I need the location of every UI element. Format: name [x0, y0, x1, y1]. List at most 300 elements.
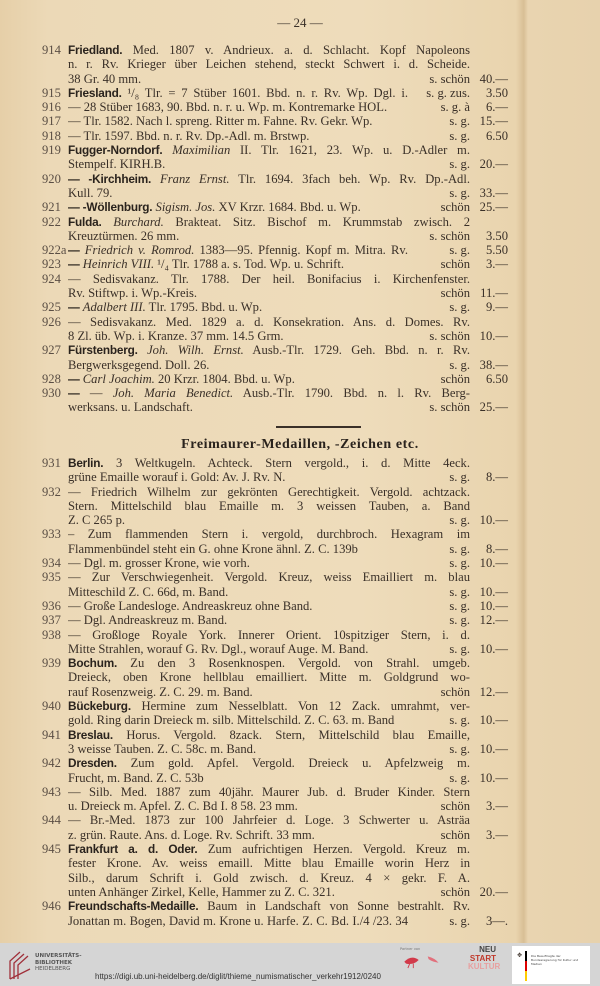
catalog-entry	[0, 200, 600, 214]
place-name: —	[68, 300, 80, 315]
condition-grade: s. g.	[449, 243, 470, 258]
entry-line	[0, 400, 600, 414]
price: 3.50	[485, 228, 508, 243]
library-name	[35, 953, 82, 973]
description-text	[68, 186, 408, 200]
place-name: —	[68, 257, 80, 272]
description-text	[68, 243, 408, 257]
entry-line	[0, 685, 600, 699]
catalog-entry	[0, 699, 600, 728]
lot-number: 924	[42, 271, 61, 286]
text-segment: Stern. Mittelschild blau Emaille m. 3 weissen Tauben, a. Band	[68, 498, 470, 513]
lot-number: 932	[42, 484, 61, 499]
entry-line	[0, 613, 600, 627]
price: 25.—	[479, 200, 508, 215]
description-text	[68, 100, 408, 114]
entry-line	[0, 527, 600, 541]
lot-number: 926	[42, 314, 61, 329]
lot-number: 931	[42, 456, 61, 470]
description-text	[68, 470, 408, 484]
text-segment: u. Dreieck m. Apfel. Z. C. Bd I. 8 58. 23 mm.	[68, 799, 298, 814]
entry-line	[0, 856, 600, 870]
place-name: — -Kirchheim.	[68, 171, 152, 186]
entry-line	[0, 456, 600, 470]
text-segment: Dreieck, oben Krone hellblau emailliert. Mitte m. Goldgrund wo-	[68, 670, 470, 685]
lot-number: 923	[42, 257, 61, 272]
description-text	[68, 828, 408, 842]
condition-grade: s. g.	[449, 185, 470, 200]
description-text	[68, 685, 408, 699]
entry-line	[0, 670, 600, 684]
catalog-entry	[0, 456, 600, 485]
catalog-entry	[0, 100, 600, 114]
text-segment: Zum aufrichtigen Herzen. Vergold. Kreuz m.	[197, 842, 470, 857]
condition-grade: s. g.	[449, 300, 470, 315]
lot-number: 944	[42, 813, 61, 828]
flag-bar-icon	[525, 951, 527, 981]
catalog-entry	[0, 272, 600, 301]
text-segment: n. r. Rv. Krieger über Leichen stehend, steckt Schwert i. d. Scheide.	[68, 57, 470, 72]
entry-line	[0, 143, 600, 157]
lot-number: 940	[42, 699, 61, 714]
condition-grade: s. g.	[449, 584, 470, 599]
lot-number: 938	[42, 627, 61, 642]
description-text	[68, 300, 408, 314]
text-segment: — Tlr. 1582. Nach l. spreng. Ritter m. Fahne. Rv. Gekr. Wp.	[68, 114, 373, 129]
condition-grade: s. g.	[449, 157, 470, 172]
description-text	[68, 813, 470, 827]
lot-number: 922	[42, 214, 61, 229]
entry-line	[0, 229, 600, 243]
entry-line	[0, 742, 600, 756]
condition-grade: schön	[440, 799, 470, 814]
entry-line	[0, 656, 600, 670]
entry-line	[0, 899, 600, 913]
condition-grade: s. g.	[449, 613, 470, 628]
text-segment: Hermine zum Nesselblatt. Von 12 Zack. umrahmt, ver-	[130, 699, 470, 714]
entry-line	[0, 842, 600, 856]
entry-line	[0, 542, 600, 556]
catalog-entry	[0, 43, 600, 86]
price: 33.—	[479, 185, 508, 200]
condition-grade: s. g. zus.	[426, 85, 470, 100]
condition-grade: s. g.	[449, 556, 470, 571]
price: 8.—	[485, 470, 508, 485]
catalog-entry	[0, 899, 600, 928]
section-divider	[276, 426, 361, 428]
text-segment: Zu den 3 Rosenknospen. Vergold. von Strahl. umgeb.	[117, 656, 470, 671]
price: 20.—	[479, 884, 508, 899]
condition-grade: s. g.	[449, 541, 470, 556]
condition-grade: s. g.	[449, 770, 470, 785]
description-text	[68, 670, 470, 684]
lot-number: 914	[42, 43, 61, 57]
condition-grade: schön	[440, 884, 470, 899]
description-text	[68, 728, 470, 742]
description-text	[68, 585, 408, 599]
condition-grade: s. schön	[429, 400, 470, 415]
text-segment: Flammenbündel steht ein G. ohne Krone ähnl. Z. C. 139b	[68, 541, 358, 556]
text-segment: ¹/₄ Tlr. 1788 a. s. Tod. Wp. u. Schrift.	[154, 257, 344, 272]
ruler-name: Maximilian	[172, 143, 231, 158]
price: 9.—	[485, 300, 508, 315]
text-segment: unten Anhänger Zirkel, Kelle, Hammer zu Z. C. 321.	[68, 884, 335, 899]
lot-number: 921	[42, 200, 61, 215]
price: 40.—	[479, 71, 508, 86]
description-text	[68, 485, 470, 499]
text-segment: z. grün. Raute. Ans. d. Loge. Rv. Schrift. 33 mm.	[68, 827, 315, 842]
price: 10.—	[479, 513, 508, 528]
description-text	[68, 756, 470, 770]
description-text	[68, 72, 408, 86]
catalog-entry	[0, 842, 600, 899]
lot-number: 927	[42, 343, 61, 358]
condition-grade: schön	[440, 286, 470, 301]
text-segment: — Zur Verschwiegenheit. Vergold. Kreuz, weiss Emailliert m. blau	[68, 570, 470, 585]
catalog-entry	[0, 628, 600, 657]
lot-number: 935	[42, 570, 61, 585]
entry-line	[0, 372, 600, 386]
entry-line	[0, 713, 600, 727]
footer-bar	[0, 943, 600, 986]
text-segment: grüne Emaille worauf i. Gold: Av. J. Rv. N.	[68, 470, 286, 485]
entry-line	[0, 386, 600, 400]
description-text	[68, 785, 470, 799]
text-segment	[138, 343, 147, 357]
ruler-name: Friedrich v. Romrod.	[84, 243, 195, 258]
condition-grade: schön	[440, 200, 470, 215]
text-segment: 1383—95. Pfennig. Kopf m. Mitra. Rv.	[199, 243, 408, 258]
entry-line	[0, 358, 600, 372]
entry-line	[0, 570, 600, 584]
text-segment: Zum gold. Apfel. Vergold. Dreieck u. Apfelzweig m.	[116, 756, 470, 771]
entry-line	[0, 257, 600, 271]
text-segment: Baum in Landschaft von Sonne bestrahlt. Rv.	[198, 899, 470, 914]
entry-line	[0, 329, 600, 343]
text-segment	[102, 215, 114, 229]
text-segment: — Große Landesloge. Andreaskreuz ohne Band.	[68, 598, 313, 613]
catalog-entry	[0, 613, 600, 627]
lot-number: 941	[42, 727, 61, 742]
text-segment: Mitteschild Z. C. 66d, m. Band.	[68, 584, 229, 599]
text-segment: Z. C 265 p.	[68, 513, 126, 528]
description-text	[68, 856, 470, 870]
condition-grade: schön	[440, 827, 470, 842]
place-name: Bochum.	[68, 656, 118, 671]
entry-line	[0, 315, 600, 329]
catalog-entry	[0, 114, 600, 128]
description-text	[68, 699, 470, 713]
neustart-kultur-logo	[468, 945, 501, 972]
price: 3.—	[485, 257, 508, 272]
entry-line	[0, 513, 600, 527]
text-segment: Bergwerksgegend. Doll. 26.	[68, 357, 210, 372]
text-segment: — Dgl. m. grosser Krone, wie vorh.	[68, 556, 250, 571]
entry-line	[0, 343, 600, 357]
lot-number: 943	[42, 784, 61, 799]
place-name: Fürstenberg.	[68, 343, 138, 358]
description-text	[68, 114, 408, 128]
catalog-entry	[0, 172, 600, 201]
condition-grade: schön	[440, 257, 470, 272]
description-text	[68, 400, 408, 414]
condition-grade: s. g. à	[440, 100, 470, 115]
lot-number: 916	[42, 100, 61, 115]
entry-line	[0, 57, 600, 71]
entry-line	[0, 728, 600, 742]
text-segment: – Zum flammenden Stern i. vergold, durchbroch. Hexagram im	[68, 527, 470, 542]
entry-line	[0, 470, 600, 484]
catalog-entry	[0, 129, 600, 143]
catalog-entry	[0, 257, 600, 271]
kultur-text: KULTUR	[468, 962, 501, 971]
permalink-url[interactable]: https://digi.ub.uni-heidelberg.de/diglit/thieme_numismatischer_verkehr1912/0240	[95, 972, 381, 981]
entry-line	[0, 871, 600, 885]
lot-number: 937	[42, 613, 61, 628]
price: 10.—	[479, 641, 508, 656]
text-segment: — Tlr. 1597. Bbd. n. r. Rv. Dp.-Adl. m. Brstwp.	[68, 128, 310, 143]
description-text	[68, 229, 408, 243]
entry-line	[0, 157, 600, 171]
text-segment: Silb., darum Schrift i. Gold zwisch. d. Kreuz. 4 × gekr. F. A.	[68, 870, 470, 885]
place-name: Dresden.	[68, 756, 117, 771]
description-text	[68, 286, 408, 300]
price: 10.—	[479, 770, 508, 785]
condition-grade: s. g.	[449, 357, 470, 372]
catalog-entry	[0, 527, 600, 556]
description-text	[68, 358, 408, 372]
catalog-entry	[0, 315, 600, 344]
price: 6.50	[485, 371, 508, 386]
description-text	[68, 542, 408, 556]
condition-grade: s. g.	[449, 598, 470, 613]
text-segment: Ausb.-Tlr. 1790. Bbd. n. l. Rv. Berg-	[233, 386, 470, 401]
text-segment: XV Krzr. 1684. Bbd. u. Wp.	[215, 200, 361, 215]
library-name-line: HEIDELBERG	[35, 966, 71, 972]
text-segment: 38 Gr. 40 mm.	[68, 71, 142, 86]
place-name: —	[68, 243, 80, 258]
lot-number: 917	[42, 114, 61, 129]
price: 3—.	[485, 913, 508, 928]
description-text	[68, 456, 470, 470]
text-segment: Ausb.-Tlr. 1729. Geh. Bbd. n. r. Rv.	[243, 343, 470, 358]
description-text	[68, 86, 408, 100]
description-text	[68, 771, 408, 785]
condition-grade: s. schön	[429, 328, 470, 343]
place-name: —	[68, 386, 80, 401]
entry-line	[0, 499, 600, 513]
place-name: Breslau.	[68, 727, 113, 742]
catalog-entry	[0, 300, 600, 314]
description-text	[68, 599, 408, 613]
text-segment: Tlr. 1795. Bbd. u. Wp.	[145, 300, 263, 315]
section-heading: Freimaurer-Medaillen, -Zeichen etc.	[181, 437, 419, 452]
entry-line	[0, 72, 600, 86]
text-segment: Horus. Vergold. 8zack. Stern, Mittelschild blau Emaille,	[112, 727, 470, 742]
description-text	[68, 499, 470, 513]
university-library-logo-icon[interactable]	[6, 949, 38, 981]
description-text	[68, 329, 408, 343]
text-segment: — Br.-Med. 1873 zur 100 Jahrfeier d. Loge. 3 Schwerter u. Asträa	[68, 813, 470, 828]
condition-grade: schön	[440, 684, 470, 699]
condition-grade: s. g.	[449, 713, 470, 728]
description-text	[68, 343, 470, 357]
text-segment: 3 weisse Tauben. Z. C. 58c. m. Band.	[68, 741, 257, 756]
text-segment: —	[79, 386, 113, 401]
description-text	[68, 200, 408, 214]
federal-text: Die Beauftragte der Bundesregierung für Kultur und Medien	[531, 954, 579, 966]
start-text: START	[469, 953, 496, 963]
condition-grade: s. g.	[449, 513, 470, 528]
price: 3.—	[485, 827, 508, 842]
description-text	[68, 143, 470, 157]
text-segment	[162, 143, 172, 157]
text-segment: — Sedisvakanz. Tlr. 1788. Der heil. Bonifacius i. Kirchenfenster.	[68, 271, 470, 286]
description-text	[68, 899, 470, 913]
description-text	[68, 386, 470, 400]
entry-line	[0, 785, 600, 799]
neu-text: NEU	[479, 945, 496, 954]
catalog-entry	[0, 485, 600, 528]
entry-line	[0, 200, 600, 214]
price: 10.—	[479, 741, 508, 756]
text-segment: werksans. u. Landschaft.	[68, 400, 193, 415]
ruler-name: Joh. Maria Benedict.	[112, 386, 234, 401]
condition-grade: schön	[440, 371, 470, 386]
federal-government-logo	[512, 946, 590, 984]
entry-line	[0, 286, 600, 300]
ruler-name: Sigism. Jos.	[155, 200, 216, 215]
catalog-entry	[0, 372, 600, 386]
text-segment: 20 Krzr. 1804. Bbd. u. Wp.	[154, 371, 295, 386]
text-segment: Kull. 79.	[68, 185, 113, 200]
text-segment: Mitte Strahlen, worauf G. Rv. Dgl., worauf Auge. M. Band.	[68, 641, 369, 656]
page-number: — 24 —	[277, 15, 323, 30]
catalog-entry	[0, 756, 600, 785]
price: 12.—	[479, 613, 508, 628]
entry-line	[0, 272, 600, 286]
condition-grade: s. g.	[449, 114, 470, 129]
catalog-entry	[0, 86, 600, 100]
price: 10.—	[479, 713, 508, 728]
price: 10.—	[479, 598, 508, 613]
entry-line	[0, 485, 600, 499]
place-name: Friedland.	[68, 43, 123, 57]
description-text	[68, 885, 408, 899]
partner-logo-icon	[400, 951, 450, 969]
ruler-name: Burchard.	[113, 214, 164, 229]
text-segment: — 28 Stüber 1683, 90. Bbd. n. r. u. Wp. m. Kontremarke HOL.	[68, 100, 388, 115]
lot-number: 939	[42, 656, 61, 671]
text-segment: Stempelf. KIRH.B.	[68, 157, 166, 172]
text-segment: rauf Rosenzweig. Z. C. 29. m. Band.	[68, 684, 253, 699]
description-text	[68, 914, 408, 928]
place-name: Freundschafts-Medaille.	[68, 899, 199, 914]
entry-line	[0, 828, 600, 842]
entry-line	[0, 100, 600, 114]
place-name: Fulda.	[68, 214, 102, 229]
price: 12.—	[479, 684, 508, 699]
entries-bottom	[0, 456, 600, 928]
lot-number: 920	[42, 171, 61, 186]
entry-line	[0, 628, 600, 642]
place-name: Fugger-Norndorf.	[68, 143, 163, 158]
catalog-entry	[0, 656, 600, 699]
condition-grade: s. g.	[449, 128, 470, 143]
catalog-entry	[0, 570, 600, 599]
catalog-entry	[0, 813, 600, 842]
text-segment: fester Krone. Av. weiss emaill. Mitte blau Emaille worin Herz in	[68, 856, 470, 871]
condition-grade: s. schön	[429, 228, 470, 243]
text-segment: Med. 1807 v. Andrieux. a. d. Schlacht. Kopf Napoleons	[122, 43, 470, 57]
entry-line	[0, 86, 600, 100]
description-text	[68, 513, 408, 527]
ruler-name: Joh. Wilh. Ernst.	[147, 343, 244, 358]
entry-line	[0, 642, 600, 656]
description-text	[68, 613, 408, 627]
description-text	[68, 172, 470, 186]
price: 3.50	[485, 85, 508, 100]
description-text	[68, 527, 470, 541]
lot-number: 925	[42, 300, 61, 315]
place-name: — -Wöllenburg.	[68, 200, 153, 215]
lot-number: 922a	[42, 243, 67, 258]
place-name: —	[68, 371, 80, 386]
text-segment: Kreuztürmen. 26 mm.	[68, 228, 180, 243]
text-segment: Jonattan m. Bogen, David m. Krone u. Harfe. Z. C. Bd. I./4 /23. 34	[68, 913, 408, 928]
ruler-name: Franz Ernst.	[160, 171, 230, 186]
entry-line	[0, 756, 600, 770]
description-text	[68, 871, 470, 885]
condition-grade: s. g.	[449, 741, 470, 756]
description-text	[68, 842, 470, 856]
partner-label: Partner von	[400, 947, 421, 951]
description-text	[68, 272, 470, 286]
entry-line	[0, 914, 600, 928]
condition-grade: s. g.	[449, 470, 470, 485]
entries-top	[0, 43, 600, 415]
text-segment: Frucht, m. Band. Z. C. 53b	[68, 770, 204, 785]
entry-line	[0, 771, 600, 785]
text-segment: Tlr. 1694. 3fach beh. Wp. Rv. Dp.-Adl.	[229, 171, 470, 186]
lot-number: 942	[42, 756, 61, 771]
description-text	[68, 570, 470, 584]
entry-line	[0, 215, 600, 229]
entry-line	[0, 699, 600, 713]
catalog-entry	[0, 143, 600, 172]
entry-line	[0, 300, 600, 314]
catalog-entry	[0, 243, 600, 257]
text-segment: ¹/₈ Tlr. = 7 Stüber 1601. Bbd. n. r. Rv. Wp. Dgl. i.	[127, 85, 408, 100]
condition-grade: s. g.	[449, 913, 470, 928]
price: 25.—	[479, 400, 508, 415]
library-name-line: UNIVERSITÄTS-	[35, 953, 82, 959]
entry-line	[0, 114, 600, 128]
price: 10.—	[479, 556, 508, 571]
description-text	[68, 713, 408, 727]
description-text	[68, 642, 408, 656]
lot-number: 918	[42, 128, 61, 143]
library-name-line: BIBLIOTHEK	[35, 959, 73, 966]
catalog-entry	[0, 785, 600, 814]
catalog-entry	[0, 343, 600, 372]
entry-line	[0, 799, 600, 813]
text-segment: 3 Weltkugeln. Achteck. Stern vergold., i. d. Mitte 4eck.	[103, 456, 470, 470]
description-text	[68, 556, 408, 570]
text-segment: — Silb. Med. 1887 zum 40jähr. Maurer Jub. d. Bruder Kinder. Stern	[68, 784, 470, 799]
text-segment: Brakteat. Sitz. Bischof m. Krummstab zwisch. 2	[163, 214, 470, 229]
condition-grade: s. schön	[429, 71, 470, 86]
